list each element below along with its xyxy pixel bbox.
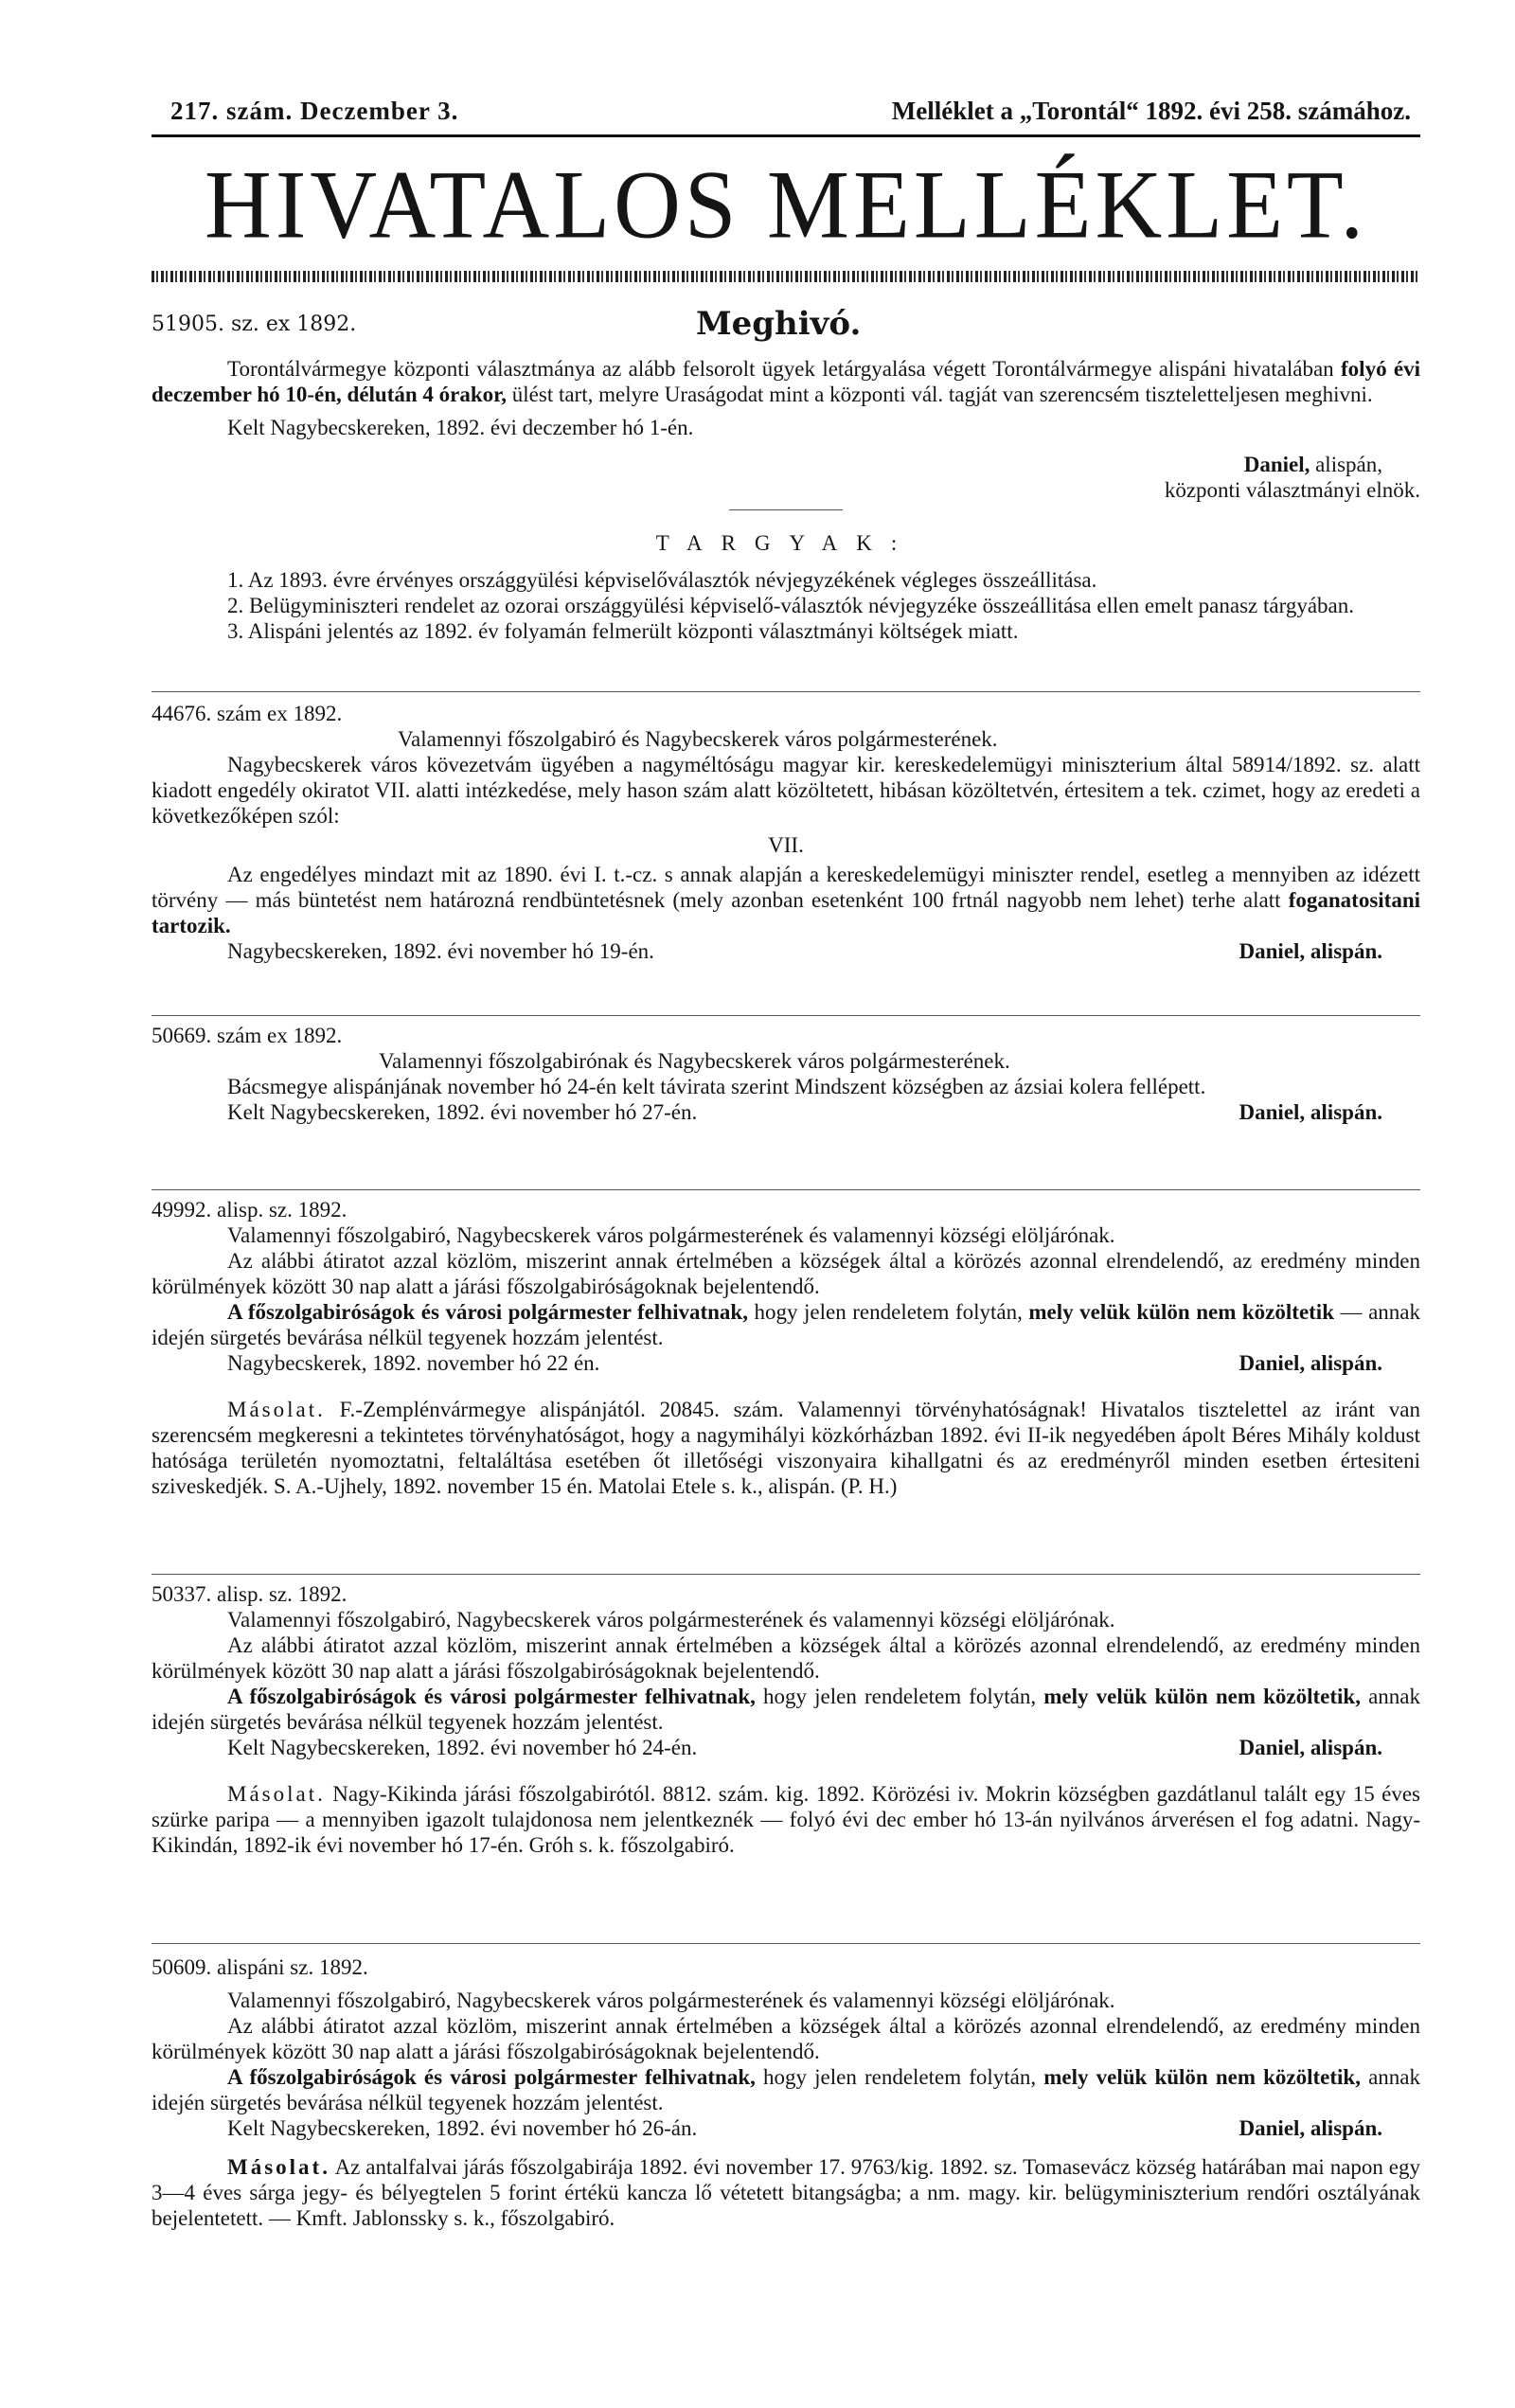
section5-signature: Daniel, alispán. [1239,1736,1382,1759]
section6-mid: hogy jelen rendeletem folytán, [755,2065,1044,2089]
section1-number: 51905. sz. ex 1892. [152,312,357,336]
section5-number: 50337. alisp. sz. 1892. [152,1582,348,1606]
section1-signature [152,452,1420,503]
section6-bold1: A főszolgabiróságok és városi polgármester felhivatnak, [227,2065,756,2089]
section2 [152,701,1420,964]
section6-tail: annak idején sürgetés bevárása nélkül tegyenek hozzám jelentést. [152,2065,1421,2114]
section4-bold2: mely velük külön nem közöltetik [1028,1300,1334,1324]
section3 [152,1023,1420,1125]
section1-heading: Meghivó. [696,305,862,343]
section-divider [152,691,1420,692]
section1-dateline: Kelt Nagybecskereken, 1892. évi deczember hó 1-én. [227,416,694,439]
section5-body: Az alábbi átiratot azzal közlöm, miszerint annak értelmében a községek által a körözés azonnal elrendelendő, az eredmény minden körülmények között 30 nap alatt a járási főszolgabiróságoknak bejelentendő. [152,1633,1420,1683]
section2-dateline: Nagybecskereken, 1892. évi november hó 19-én. [227,939,654,963]
section-divider [152,1574,1420,1575]
supplement-note: Melléklet a „Torontál“ 1892. évi 258. számához. [891,97,1411,125]
section6-number: 50609. alispáni sz. 1892. [152,1955,368,1979]
section4-copy: F.-Zemplénvármegye alispánjától. 20845. szám. Valamennyi törvényhatóságnak! Hivatalos tisztelettel az iránt van szerencsém megkeresni a tekintetes törvényhatóságot, hogy a nagymihályi közkórházban 1892. évi II-ik negyedében ápolt Béres Mihály koldust hatósága területén nyomoztatni, feltaláltása esetében őt illetőségi viszonyaira kihallgatni és az eredményről minden esetben értesiteni sziveskedjék. S. A.-Ujhely, 1892. november 15 én. Matolai Etele s. k., alispán. (P. H.) [152,1398,1420,1498]
section4-mid: hogy jelen rendeletem folytán, [747,1300,1029,1324]
section5-mid: hogy jelen rendeletem folytán, [755,1685,1044,1708]
section3-signature: Daniel, alispán. [1239,1100,1382,1124]
section5-bold2: mely velük külön nem közöltetik, [1043,1685,1361,1708]
section4-signature: Daniel, alispán. [1239,1351,1382,1375]
section5-heading: Valamennyi főszolgabiró, Nagybecskerek város polgármesterének és valamennyi községi elöljárónak. [227,1608,1115,1632]
section6-heading: Valamennyi főszolgabiró, Nagybecskerek város polgármesterének és valamennyi községi elöljárónak. [227,1989,1115,2012]
short-divider [729,509,843,510]
section5-tail: annak idején sürgetés bevárása nélkül tegyenek hozzám jelentést. [152,1685,1421,1734]
section2-body: Nagybecskerek város kövezetvám ügyében a nagyméltóságu magyar kir. kereskedelemügyi miniszterium által 58914/1892. sz. alatt kiadott engedély okiratot VII. alatti intézkedése, mely hason szám alatt közöltetett, hibásan közöltetvén, értesitem a tek. czimet, hogy az eredeti a következőképen szól: [152,753,1420,828]
section6-copy-label: Másolat. [227,2155,330,2179]
section2-number: 44676. szám ex 1892. [152,702,343,725]
section-divider [152,1943,1420,1944]
section3-body: Bácsmegye alispánjának november hó 24-én kelt távirata szerint Mindszent községben az ázsiai kolera fellépett. [227,1075,1206,1098]
decorative-rule [152,271,1420,282]
section2-roman: VII. [768,833,804,857]
section4-bold1: A főszolgabiróságok és városi polgármester felhivatnak, [227,1300,748,1324]
section1-text-a: Torontálvármegye központi választmánya az alább felsorolt ügyek letárgyalása végett Torontálvármegye alispáni hivatalában [227,357,1342,381]
section2-signature: Daniel, alispán. [1239,939,1382,963]
masthead-line [170,97,1411,125]
agenda [152,530,1420,644]
section3-number: 50669. szám ex 1892. [152,1024,343,1047]
section3-dateline: Kelt Nagybecskereken, 1892. évi november hó 27-én. [227,1100,698,1124]
section1-body [152,356,1420,440]
section6 [152,1954,1420,2231]
section6-signature: Daniel, alispán. [1239,2116,1382,2140]
agenda-item-1: 1. Az 1893. évre érvényes országgyülési képviselőválasztók névjegyzékének végleges összeállitása. [227,568,1097,592]
section2-body2: Az engedélyes mindazt mit az 1890. évi I. t.-cz. s annak alapján a kereskedelemügyi miniszter rendel, esetleg a mennyiben az idézett törvény — más büntetést nem határozná rendbüntetésnek (mely azonban esetenként 100 frtnál nagyobb nem lehet) terhe alatt [152,863,1420,912]
section6-dateline: Kelt Nagybecskereken, 1892. évi november hó 26-án. [227,2116,698,2140]
header-rule [152,134,1420,137]
section5-dateline: Kelt Nagybecskereken, 1892. évi november hó 24-én. [227,1736,698,1759]
section6-body: Az alábbi átiratot azzal közlöm, miszerint annak értelmében a községek által a körözés azonnal elrendelendő, az eredmény minden körülmények között 30 nap alatt a járási főszolgabiróságoknak bejelentendő. [152,2014,1420,2063]
section4 [152,1197,1420,1499]
page-title: HIVATALOS MELLÉKLET. [204,152,1368,259]
section-divider [152,1015,1420,1016]
section2-heading: Valamennyi főszolgabiró és Nagybecskerek város polgármesterének. [398,727,998,751]
section4-copy-label: Másolat. [227,1398,326,1421]
section3-heading: Valamennyi főszolgabirónak és Nagybecskerek város polgármesterének. [379,1049,1010,1073]
section1-meeting-time: folyó évi deczember hó 10-én, délután 4 órakor, [152,357,1420,406]
section4-dateline: Nagybecskerek, 1892. november hó 22 én. [227,1351,600,1375]
section4-number: 49992. alisp. sz. 1892. [152,1198,348,1222]
section4-body: Az alábbi átiratot azzal közlöm, miszerint annak értelmében a községek által a körözés azonnal elrendelendő, az eredmény minden körülmények között 30 nap alatt a járási főszolgabiróságoknak bejelentendő. [152,1249,1420,1298]
section6-bold2: mely velük külön nem közöltetik, [1043,2065,1361,2089]
signature-role: alispán, [1315,453,1382,476]
agenda-heading: TARGYAK: [655,531,917,555]
agenda-item-2: 2. Belügyminiszteri rendelet az ozorai országgyülési képviselő-választók névjegyzéke összeállitása ellen emelt panasz tárgyában. [227,594,1355,617]
signature-title: központi választmányi elnök. [1164,478,1420,502]
section1-text-b: ülést tart, melyre Uraságodat mint a központi vál. tagját van szerencsém tiszteletteljesen meghivni. [507,383,1373,406]
section5 [152,1581,1420,1858]
signature-name: Daniel, [1243,453,1310,476]
section5-bold1: A főszolgabiróságok és városi polgármester felhivatnak, [227,1685,756,1708]
section2-body2-bold: foganatositani tartozik. [152,888,1420,937]
issue-number: 217. szám. Deczember 3. [170,97,459,125]
section4-tail: — annak idején sürgetés bevárása nélkül tegyenek hozzám jelentést. [152,1300,1420,1349]
section5-copy-label: Másolat. [227,1782,326,1806]
section4-heading: Valamennyi főszolgabiró, Nagybecskerek város polgármesterének és valamennyi községi elöljárónak. [227,1223,1115,1247]
section6-copy: Az antalfalvai járás főszolgabirája 1892. évi november 17. 9763/kig. 1892. sz. Tomasevácz község határában mai napon egy 3—4 éves sárga jegy- és bélyegtelen 5 forint értékü kancza lő vétetett bitangságba; a nm. magy. kir. belügyminiszterium rendőri osztályának bejelentetett. — Kmft. Jablonssky s. k., főszolgabiró. [152,2155,1420,2230]
section5-copy: Nagy-Kikinda járási főszolgabirótól. 8812. szám. kig. 1892. Körözési iv. Mokrin községben gazdátlanul talált egy 15 éves szürke paripa — a mennyiben igazolt tulajdonosa nem jelentkeznék — folyó évi dec ember hó 13-án nyilvános árverésen el fog adatni. Nagy-Kikindán, 1892-ik évi november hó 17-én. Gróh s. k. főszolgabiró. [152,1782,1420,1857]
agenda-item-3: 3. Alispáni jelentés az 1892. év folyamán felmerült központi választmányi költségek miatt. [227,619,1019,643]
section-divider [152,1189,1420,1190]
